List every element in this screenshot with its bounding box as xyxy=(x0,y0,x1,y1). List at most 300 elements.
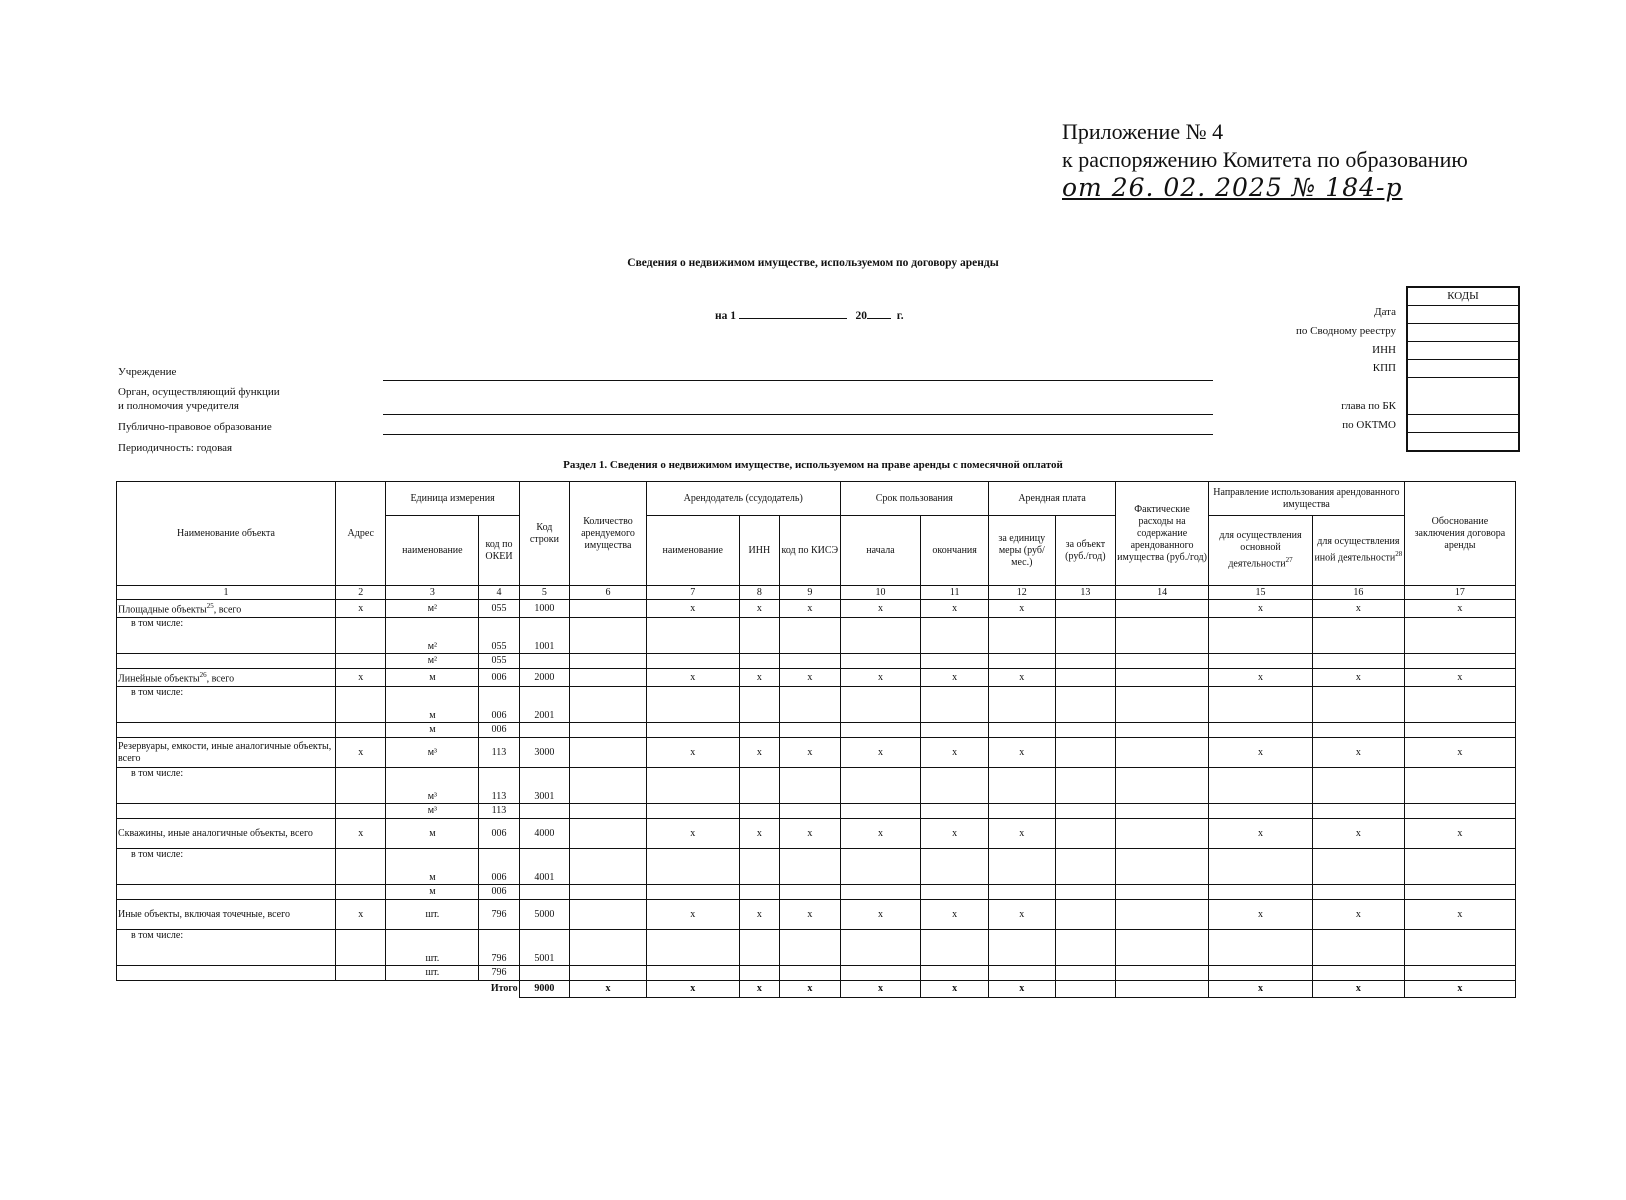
table-row-group xyxy=(117,900,1516,930)
empty-cell xyxy=(1055,687,1116,723)
table-row-group xyxy=(117,819,1516,849)
x-mark: х xyxy=(1312,981,1404,998)
empty-cell xyxy=(1055,669,1116,687)
column-number-row xyxy=(117,586,1516,600)
x-mark: х xyxy=(739,738,779,768)
label-public-entity: Публично-правовое образование xyxy=(118,421,272,433)
x-mark: х xyxy=(1404,669,1515,687)
empty-cell xyxy=(1116,738,1209,768)
column-number: 2 xyxy=(336,586,386,600)
empty-cell xyxy=(840,654,921,669)
empty-cell xyxy=(117,654,336,669)
x-mark: х xyxy=(988,669,1055,687)
x-mark: х xyxy=(570,981,647,998)
x-mark: х xyxy=(1404,819,1515,849)
empty-cell xyxy=(1404,768,1515,804)
empty-cell xyxy=(570,885,647,900)
empty-cell xyxy=(1055,981,1116,998)
th-row-code: Код строки xyxy=(519,482,569,586)
th-expenses: Фактические расходы на содержание арендованного имущества (руб./год) xyxy=(1116,482,1209,586)
x-mark: х xyxy=(840,900,921,930)
okei-code: 055 xyxy=(479,600,519,618)
empty-cell xyxy=(570,618,647,654)
empty-cell xyxy=(921,930,989,966)
empty-cell xyxy=(988,849,1055,885)
th-dir-main: для осуществления основной деятельности$^{27}$ xyxy=(1208,516,1312,586)
th-term: Срок пользования xyxy=(840,482,988,516)
row-code: 3001 xyxy=(519,768,569,804)
x-mark: х xyxy=(1208,669,1312,687)
table-row-group xyxy=(117,738,1516,768)
empty-cell xyxy=(570,600,647,618)
column-number: 7 xyxy=(646,586,739,600)
x-mark: х xyxy=(921,738,989,768)
empty-cell xyxy=(646,654,739,669)
x-mark: х xyxy=(336,900,386,930)
empty-cell xyxy=(1055,819,1116,849)
empty-cell xyxy=(1404,723,1515,738)
okei-code: 006 xyxy=(479,885,519,900)
empty-cell xyxy=(570,930,647,966)
including-label: в том числе: xyxy=(117,930,336,966)
table-row-subtotal xyxy=(117,687,1516,723)
empty-cell xyxy=(921,618,989,654)
unit-name: м³ xyxy=(386,738,479,768)
x-mark: х xyxy=(1312,669,1404,687)
empty-cell xyxy=(1312,687,1404,723)
okei-code: 796 xyxy=(479,966,519,981)
x-mark: х xyxy=(1312,900,1404,930)
empty-cell xyxy=(1404,687,1515,723)
unit-name: м xyxy=(386,669,479,687)
label-date: Дата xyxy=(1374,306,1396,318)
empty-cell xyxy=(739,768,779,804)
empty-cell xyxy=(1055,885,1116,900)
empty-cell xyxy=(780,687,841,723)
code-date-cell xyxy=(1408,306,1518,324)
th-qty: Количество арендуемого имущества xyxy=(570,482,647,586)
empty-cell xyxy=(1208,804,1312,819)
x-mark: х xyxy=(739,669,779,687)
empty-cell xyxy=(117,723,336,738)
okei-code: 113 xyxy=(479,738,519,768)
x-mark: х xyxy=(1312,600,1404,618)
empty-cell xyxy=(921,687,989,723)
empty-cell xyxy=(519,723,569,738)
unit-name: м² xyxy=(386,654,479,669)
including-label: в том числе: xyxy=(117,768,336,804)
x-mark: х xyxy=(1404,738,1515,768)
empty-cell xyxy=(921,654,989,669)
okei-code: 055 xyxy=(479,654,519,669)
empty-cell xyxy=(1312,849,1404,885)
row-code: 5000 xyxy=(519,900,569,930)
handwritten-date-number: от 26. 02. 2025 № 184-р xyxy=(1062,173,1403,202)
code-bk-cell xyxy=(1408,378,1518,415)
table-row-total xyxy=(117,981,1516,998)
th-lessor: Арендодатель (ссудодатель) xyxy=(646,482,840,516)
empty-cell xyxy=(646,885,739,900)
table-row-detail xyxy=(117,804,1516,819)
x-mark: х xyxy=(840,981,921,998)
label-registry: по Сводному реестру xyxy=(1296,325,1396,337)
column-number: 15 xyxy=(1208,586,1312,600)
unit-name: м² xyxy=(386,600,479,618)
x-mark: х xyxy=(988,738,1055,768)
x-mark: х xyxy=(1208,981,1312,998)
okei-code: 113 xyxy=(479,804,519,819)
column-number: 8 xyxy=(739,586,779,600)
empty-cell xyxy=(117,885,336,900)
empty-cell xyxy=(1055,804,1116,819)
empty-cell xyxy=(1055,966,1116,981)
empty-cell xyxy=(921,723,989,738)
empty-cell xyxy=(646,723,739,738)
table-row-subtotal xyxy=(117,768,1516,804)
row-code: 5001 xyxy=(519,930,569,966)
empty-cell xyxy=(1116,723,1209,738)
empty-cell xyxy=(1116,669,1209,687)
empty-cell xyxy=(570,804,647,819)
empty-cell xyxy=(1208,723,1312,738)
empty-cell xyxy=(570,738,647,768)
empty-cell xyxy=(646,618,739,654)
empty-cell xyxy=(780,618,841,654)
code-registry-cell xyxy=(1408,324,1518,342)
empty-cell xyxy=(1116,849,1209,885)
unit-name: м xyxy=(386,819,479,849)
empty-cell xyxy=(921,966,989,981)
object-name: Резервуары, емкости, иные аналогичные объекты, всего xyxy=(117,738,336,768)
unit-name: шт. xyxy=(386,966,479,981)
empty-cell xyxy=(336,804,386,819)
x-mark: х xyxy=(780,738,841,768)
empty-cell xyxy=(739,723,779,738)
empty-cell xyxy=(1055,768,1116,804)
codes-box xyxy=(1406,286,1520,452)
empty-cell xyxy=(739,687,779,723)
empty-cell xyxy=(1055,738,1116,768)
x-mark: х xyxy=(780,981,841,998)
total-label: Итого xyxy=(117,981,520,998)
x-mark: х xyxy=(646,738,739,768)
organ-line xyxy=(383,414,1213,415)
empty-cell xyxy=(1312,804,1404,819)
empty-cell xyxy=(739,804,779,819)
empty-cell xyxy=(336,930,386,966)
label-organ-2: и полномочия учредителя xyxy=(118,400,239,412)
empty-cell xyxy=(1116,687,1209,723)
th-lessor-kise: код по КИСЭ xyxy=(780,516,841,586)
th-name: Наименование объекта xyxy=(117,482,336,586)
x-mark: х xyxy=(646,819,739,849)
empty-cell xyxy=(570,849,647,885)
x-mark: х xyxy=(1312,738,1404,768)
empty-cell xyxy=(921,849,989,885)
empty-cell xyxy=(780,723,841,738)
x-mark: х xyxy=(646,981,739,998)
empty-cell xyxy=(519,885,569,900)
row-code: 1000 xyxy=(519,600,569,618)
code-inn-cell xyxy=(1408,342,1518,360)
empty-cell xyxy=(336,966,386,981)
empty-cell xyxy=(117,966,336,981)
row-code: 4001 xyxy=(519,849,569,885)
row-code: 1001 xyxy=(519,618,569,654)
empty-cell xyxy=(1404,618,1515,654)
row-code: 2001 xyxy=(519,687,569,723)
x-mark: х xyxy=(780,819,841,849)
okei-code: 006 xyxy=(479,819,519,849)
th-rent: Арендная плата xyxy=(988,482,1115,516)
x-mark: х xyxy=(646,900,739,930)
x-mark: х xyxy=(1312,819,1404,849)
empty-cell xyxy=(1208,768,1312,804)
empty-cell xyxy=(1208,885,1312,900)
empty-cell xyxy=(519,654,569,669)
including-label: в том числе: xyxy=(117,849,336,885)
empty-cell xyxy=(1116,768,1209,804)
empty-cell xyxy=(840,618,921,654)
including-label: в том числе: xyxy=(117,687,336,723)
empty-cell xyxy=(739,654,779,669)
empty-cell xyxy=(646,966,739,981)
okei-code: 006 xyxy=(479,669,519,687)
empty-cell xyxy=(1404,849,1515,885)
table-row-detail xyxy=(117,654,1516,669)
empty-cell xyxy=(1208,849,1312,885)
empty-cell xyxy=(1208,618,1312,654)
empty-cell xyxy=(1116,819,1209,849)
appendix-line1: Приложение № 4 xyxy=(1062,119,1224,144)
table-row-detail xyxy=(117,885,1516,900)
empty-cell xyxy=(988,768,1055,804)
empty-cell xyxy=(1208,687,1312,723)
empty-cell xyxy=(646,768,739,804)
empty-cell xyxy=(988,654,1055,669)
empty-cell xyxy=(1404,885,1515,900)
x-mark: х xyxy=(739,981,779,998)
empty-cell xyxy=(519,804,569,819)
th-rent-object: за объект (руб./год) xyxy=(1055,516,1116,586)
th-unit-code: код по ОКЕИ xyxy=(479,516,519,586)
column-number: 14 xyxy=(1116,586,1209,600)
x-mark: х xyxy=(646,669,739,687)
column-number: 11 xyxy=(921,586,989,600)
empty-cell xyxy=(570,687,647,723)
empty-cell xyxy=(739,966,779,981)
row-code: 2000 xyxy=(519,669,569,687)
code-kpp-cell xyxy=(1408,360,1518,378)
empty-cell xyxy=(1116,618,1209,654)
x-mark: х xyxy=(1208,738,1312,768)
column-number: 5 xyxy=(519,586,569,600)
x-mark: х xyxy=(739,819,779,849)
column-number: 3 xyxy=(386,586,479,600)
x-mark: х xyxy=(1208,819,1312,849)
row-code: 4000 xyxy=(519,819,569,849)
empty-cell xyxy=(519,966,569,981)
column-number: 9 xyxy=(780,586,841,600)
unit-name: шт. xyxy=(386,900,479,930)
empty-cell xyxy=(739,618,779,654)
label-organ-1: Орган, осуществляющий функции xyxy=(118,386,280,398)
empty-cell xyxy=(117,804,336,819)
empty-cell xyxy=(1312,768,1404,804)
x-mark: х xyxy=(1404,900,1515,930)
row-code: 3000 xyxy=(519,738,569,768)
empty-cell xyxy=(1055,723,1116,738)
th-basis: Обоснование заключения договора аренды xyxy=(1404,482,1515,586)
empty-cell xyxy=(1055,654,1116,669)
column-number: 10 xyxy=(840,586,921,600)
empty-cell xyxy=(1116,981,1209,998)
table-body xyxy=(117,586,1516,998)
appendix-line2: к распоряжению Комитета по образованию xyxy=(1062,147,1468,172)
empty-cell xyxy=(646,804,739,819)
object-name: Иные объекты, включая точечные, всего xyxy=(117,900,336,930)
empty-cell xyxy=(1312,930,1404,966)
x-mark: х xyxy=(739,600,779,618)
empty-cell xyxy=(336,885,386,900)
unit-name: м² xyxy=(386,618,479,654)
code-blank-cell xyxy=(1408,433,1518,450)
column-number: 16 xyxy=(1312,586,1404,600)
empty-cell xyxy=(840,966,921,981)
empty-cell xyxy=(1116,654,1209,669)
empty-cell xyxy=(780,768,841,804)
empty-cell xyxy=(1404,804,1515,819)
empty-cell xyxy=(1116,966,1209,981)
empty-cell xyxy=(921,885,989,900)
empty-cell xyxy=(1055,849,1116,885)
empty-cell xyxy=(570,966,647,981)
empty-cell xyxy=(1116,804,1209,819)
empty-cell xyxy=(840,885,921,900)
empty-cell xyxy=(570,654,647,669)
x-mark: х xyxy=(921,669,989,687)
x-mark: х xyxy=(1404,981,1515,998)
table-row-subtotal xyxy=(117,618,1516,654)
x-mark: х xyxy=(739,900,779,930)
empty-cell xyxy=(780,966,841,981)
table-row-subtotal xyxy=(117,930,1516,966)
x-mark: х xyxy=(988,600,1055,618)
empty-cell xyxy=(840,804,921,819)
document-title: Сведения о недвижимом имуществе, используемом по договору аренды xyxy=(627,257,999,269)
x-mark: х xyxy=(1208,900,1312,930)
th-direction: Направление использования арендованного имущества xyxy=(1208,482,1404,516)
x-mark: х xyxy=(988,819,1055,849)
x-mark: х xyxy=(988,981,1055,998)
empty-cell xyxy=(988,723,1055,738)
th-rent-unit: за единицу меры (руб/мес.) xyxy=(988,516,1055,586)
unit-name: шт. xyxy=(386,930,479,966)
empty-cell xyxy=(1404,930,1515,966)
empty-cell xyxy=(921,768,989,804)
object-name: Площадные объекты$^{25}$, всего xyxy=(117,600,336,618)
empty-cell xyxy=(1055,600,1116,618)
empty-cell xyxy=(336,618,386,654)
label-inn: ИНН xyxy=(1372,344,1396,356)
table-row-group xyxy=(117,669,1516,687)
column-number: 4 xyxy=(479,586,519,600)
empty-cell xyxy=(336,723,386,738)
table-row-group xyxy=(117,600,1516,618)
label-bk: глава по БК xyxy=(1341,400,1396,412)
unit-name: м xyxy=(386,687,479,723)
x-mark: х xyxy=(921,981,989,998)
unit-name: м xyxy=(386,885,479,900)
empty-cell xyxy=(739,849,779,885)
table-row-subtotal xyxy=(117,849,1516,885)
total-code: 9000 xyxy=(519,981,569,998)
empty-cell xyxy=(570,819,647,849)
empty-cell xyxy=(646,849,739,885)
x-mark: х xyxy=(780,600,841,618)
including-label: в том числе: xyxy=(117,618,336,654)
empty-cell xyxy=(780,885,841,900)
empty-cell xyxy=(336,687,386,723)
empty-cell xyxy=(1312,966,1404,981)
empty-cell xyxy=(570,768,647,804)
empty-cell xyxy=(780,849,841,885)
x-mark: х xyxy=(840,738,921,768)
okei-code: 796 xyxy=(479,900,519,930)
empty-cell xyxy=(646,687,739,723)
empty-cell xyxy=(988,687,1055,723)
column-number: 6 xyxy=(570,586,647,600)
x-mark: х xyxy=(646,600,739,618)
empty-cell xyxy=(840,768,921,804)
empty-cell xyxy=(840,849,921,885)
empty-cell xyxy=(840,930,921,966)
x-mark: х xyxy=(336,738,386,768)
empty-cell xyxy=(1312,723,1404,738)
object-name: Линейные объекты$^{26}$, всего xyxy=(117,669,336,687)
label-kpp: КПП xyxy=(1372,362,1396,374)
rent-table xyxy=(116,481,1516,998)
empty-cell xyxy=(1055,900,1116,930)
code-oktmo-cell xyxy=(1408,415,1518,433)
empty-cell xyxy=(1208,654,1312,669)
date-blank xyxy=(739,307,847,319)
th-term-end: окончания xyxy=(921,516,989,586)
x-mark: х xyxy=(1208,600,1312,618)
object-name: Скважины, иные аналогичные объекты, всего xyxy=(117,819,336,849)
x-mark: х xyxy=(840,819,921,849)
x-mark: х xyxy=(921,819,989,849)
unit-name: м³ xyxy=(386,804,479,819)
th-unit: Единица измерения xyxy=(386,482,519,516)
empty-cell xyxy=(1312,885,1404,900)
x-mark: х xyxy=(988,900,1055,930)
appendix-block xyxy=(1062,118,1468,202)
table-row-detail xyxy=(117,723,1516,738)
okei-code: 006 xyxy=(479,723,519,738)
th-term-start: начала xyxy=(840,516,921,586)
empty-cell xyxy=(1055,618,1116,654)
x-mark: х xyxy=(336,819,386,849)
label-periodicity: Периодичность: годовая xyxy=(118,442,233,454)
empty-cell xyxy=(780,654,841,669)
okei-code: 055 xyxy=(479,618,519,654)
empty-cell xyxy=(1055,930,1116,966)
institution-line xyxy=(383,380,1213,381)
label-oktmo: по ОКТМО xyxy=(1342,419,1396,431)
empty-cell xyxy=(646,930,739,966)
x-mark: х xyxy=(780,900,841,930)
